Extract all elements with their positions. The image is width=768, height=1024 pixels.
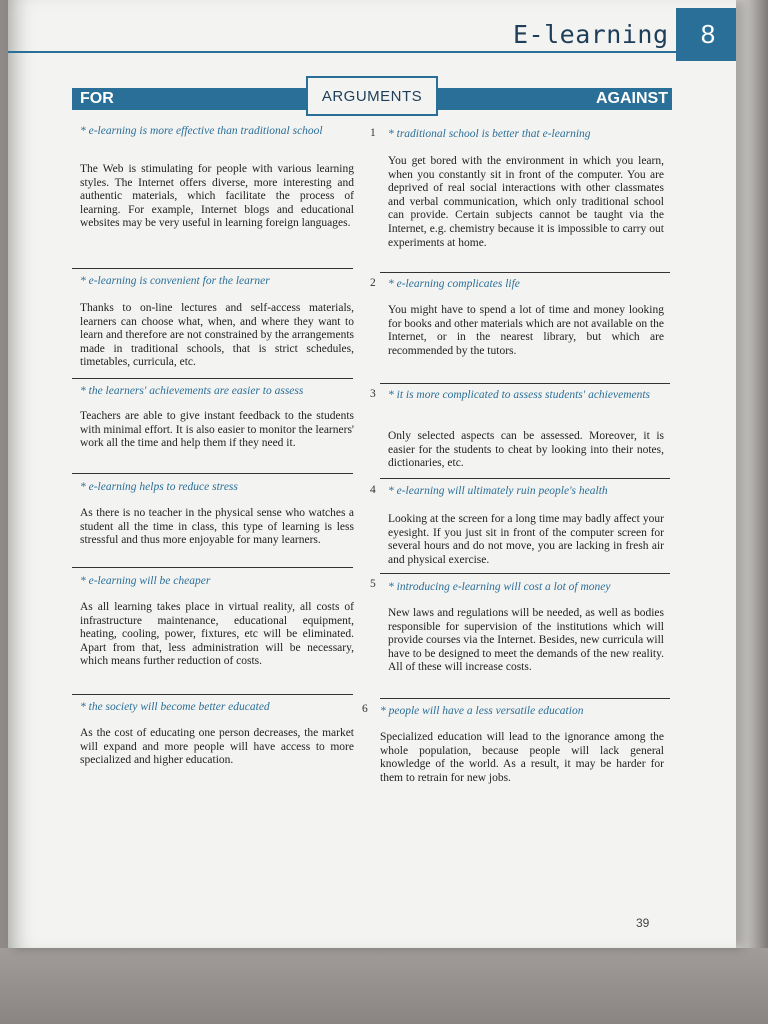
against-argument-text: You get bored with the environment in which you learn, when you constantly sit in front of the computer. You are deprived of real social interactions with other classmates and verbal communication, which only traditional school can provide. Certain subjects cannot be taught via the Internet, e.g. chemistry because it is impossible to carry out experiments at home. (388, 155, 664, 249)
divider (380, 698, 670, 699)
for-argument-text: As there is no teacher in the physical sense who watches a student all the time in class, this type of learning is less stressful and thus more enjoyable for many learners. (80, 507, 354, 547)
against-label: AGAINST (596, 90, 668, 107)
against-argument-heading: * introducing e-learning will cost a lot of money (388, 581, 611, 593)
divider (72, 268, 353, 269)
textbook-page (8, 0, 736, 948)
for-argument-heading: * e-learning will be cheaper (80, 575, 211, 587)
for-argument-text: Thanks to on-line lectures and self-access materials, learners can choose what, when, and where they want to learn and therefore are not constrained by the arrangements made in traditional schools, that is strict schedules, timetables, curricula, etc. (80, 302, 354, 369)
desk-background (0, 948, 768, 1024)
against-argument-heading: * e-learning will ultimately ruin people's health (388, 485, 608, 497)
against-argument-text: Looking at the screen for a long time may badly affect your eyesight. If you just sit in front of the computer screen for several hours and do not move, you are lacking in fresh air and physical exercise. (388, 513, 664, 566)
divider (380, 383, 670, 384)
divider (72, 473, 353, 474)
header-rule (8, 51, 676, 53)
divider (380, 272, 670, 273)
against-argument-text: Only selected aspects can be assessed. Moreover, it is easier for the students to cheat by looking into their notes, dictionaries, etc. (388, 430, 664, 470)
for-argument-text: As the cost of educating one person decreases, the market will expand and more people will have access to more specialized and higher education. (80, 727, 354, 767)
divider (380, 573, 670, 574)
for-argument-text: The Web is stimulating for people with various learning styles. The Internet offers diverse, more interesting and authentic materials, which facilitate the process of learning. For example, Internet blogs and educational websites may be very useful in learning foreign languages. (80, 163, 354, 230)
divider (380, 478, 670, 479)
divider (72, 378, 353, 379)
against-argument-text: Specialized education will lead to the ignorance among the whole population, because people will lack general knowledge of the world. As a result, it may be harder for them to retrain for new jobs. (380, 731, 664, 784)
for-argument-heading: * the learners' achievements are easier to assess (80, 385, 304, 397)
argument-number: 3 (370, 388, 376, 400)
book-page-edge (736, 0, 768, 960)
against-argument-heading: * traditional school is better that e-learning (388, 128, 591, 140)
for-argument-heading: * the society will become better educated (80, 701, 270, 713)
argument-number: 4 (370, 484, 376, 496)
arguments-title: ARGUMENTS (306, 76, 438, 116)
divider (72, 567, 353, 568)
chapter-title: E-learning (513, 20, 669, 49)
against-argument-text: New laws and regulations will be needed, as well as bodies responsible for supervision of the institutions which will provide courses via the Internet. Besides, new curricula will have to be designed to meet the demands of the new reality. All of these will increase costs. (388, 607, 664, 674)
chapter-number-badge: 8 (676, 8, 736, 61)
for-label: FOR (80, 90, 114, 107)
against-argument-heading: * e-learning complicates life (388, 278, 520, 290)
for-argument-heading: * e-learning is more effective than traditional school (80, 125, 323, 137)
divider (72, 694, 353, 695)
argument-number: 6 (362, 703, 368, 715)
page-number: 39 (636, 916, 650, 930)
argument-number: 5 (370, 578, 376, 590)
for-argument-heading: * e-learning is convenient for the learner (80, 275, 270, 287)
against-argument-text: You might have to spend a lot of time and money looking for books and other materials which are not available on the Internet, or in the nearest library, but which are recommended by the tutors. (388, 304, 664, 357)
argument-number: 1 (370, 127, 376, 139)
for-argument-text: Teachers are able to give instant feedback to the students with minimal effort. It is also easier to monitor the learners' work all the time and help them if they need it. (80, 410, 354, 450)
for-argument-text: As all learning takes place in virtual reality, all costs of infrastructure maintenance, educational equipment, heating, cooling, power, fixtures, etc will be eliminated. Apart from that, less administration will be necessary, which means further reduction of costs. (80, 601, 354, 668)
argument-number: 2 (370, 277, 376, 289)
against-argument-heading: * it is more complicated to assess students' achievements (388, 389, 651, 401)
for-argument-heading: * e-learning helps to reduce stress (80, 481, 238, 493)
against-argument-heading: * people will have a less versatile education (380, 705, 584, 717)
